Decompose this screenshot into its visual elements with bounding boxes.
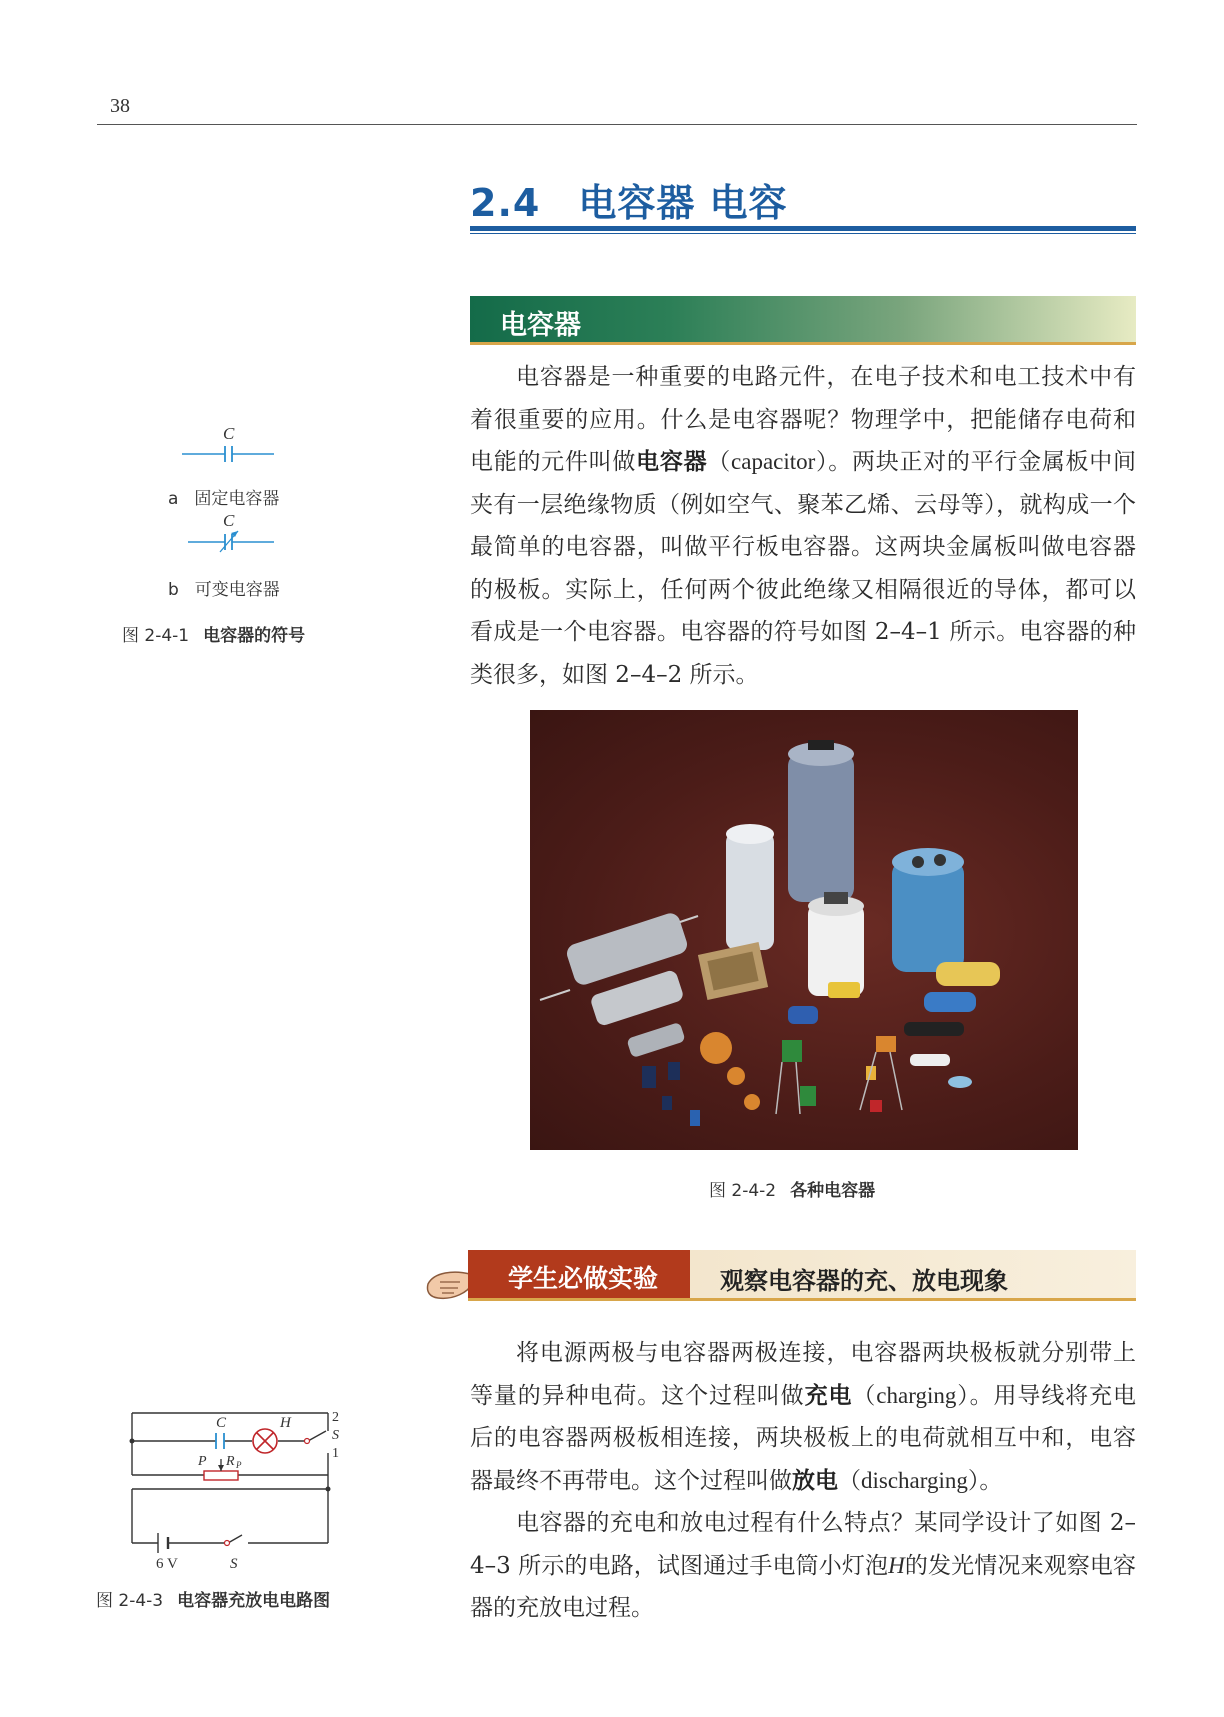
term-capacitor-en: capacitor	[731, 449, 816, 474]
circuit-label-6v: 6 V	[156, 1556, 178, 1570]
subsection-bar-underline	[470, 342, 1136, 345]
term-discharging-en: discharging	[861, 1467, 968, 1493]
experiment-bar-underline	[468, 1298, 1136, 1301]
caption-number: 图 2-4-1	[122, 626, 190, 646]
variable-h: H	[888, 1552, 905, 1578]
intro-paragraph	[470, 356, 1136, 696]
circuit-label-h: H	[280, 1415, 291, 1431]
experiment-tag: 学生必做实验	[508, 1264, 659, 1293]
label-b: b	[168, 580, 179, 600]
figure-2-4-2-caption	[709, 1176, 875, 1201]
caption-text: 电容器的符号	[203, 626, 306, 646]
caption-number: 图 2-4-3	[96, 1591, 164, 1611]
figure-2-4-3-caption	[96, 1586, 330, 1611]
variable-capacitor-symbol	[180, 512, 280, 556]
exp-text-1d: （	[838, 1467, 861, 1494]
intro-text-2: （	[707, 449, 732, 475]
exp-text-1c: ）。用导线将充电后的电容器两极板相连接，两块极板上的电荷就相互中和，电容器最终不再带电。这个过程叫做	[470, 1382, 1137, 1494]
circuit-label-r-subscript: P	[236, 1460, 242, 1470]
exp-text-2a: 电容器的充电和放电过程有什么特点？某同学设计了如图 2–4–3 所示的电路，试图通过手电筒小灯泡	[470, 1510, 1136, 1579]
capacitors-photo	[530, 710, 1078, 1150]
circuit-label-s: S	[332, 1428, 339, 1443]
term-capacitor: 电容器	[636, 449, 708, 475]
exp-text-2b: 的发光情况来观察电容器的充放电过程。	[470, 1552, 1137, 1621]
intro-text-3: ）。两块正对的平行金属板中间夹有一层绝缘物质（例如空气、聚苯乙烯、云母等），就构成一个最简单的电容器，叫做平行板电容器。这两块金属板叫做电容器的极板。实际上，任何两个彼此绝缘又相隔很近的导体，都可以看成是一个电容器。电容器的符号如图 2–4–1 所示。电容器的种类很多，如图 2–4–2 所示。	[470, 449, 1137, 688]
experiment-paragraph-1	[470, 1332, 1136, 1502]
subsection-title: 电容器	[500, 310, 581, 341]
symbol-letter-c: C	[223, 425, 235, 443]
term-charging-en: charging	[876, 1382, 957, 1408]
charge-discharge-circuit	[120, 1405, 360, 1570]
caption-number: 图 2-4-2	[709, 1181, 777, 1201]
fixed-capacitor-label	[168, 484, 279, 509]
term-charging: 充电	[804, 1382, 853, 1409]
intro-text-1: 电容器是一种重要的电路元件，在电子技术和电工技术中有着很重要的应用。什么是电容器呢？物理学中，把能储存电荷和电能的元件叫做	[470, 364, 1136, 475]
caption-text: 电容器充放电电路图	[177, 1591, 331, 1611]
exp-text-1b: （	[852, 1382, 877, 1409]
symbol-letter-c-variable: C	[223, 512, 235, 530]
header-rule	[97, 124, 1137, 125]
page-number: 38	[110, 95, 130, 117]
circuit-label-p: P	[198, 1454, 207, 1469]
label-a-text: 固定电容器	[194, 489, 280, 509]
section-title-text: 电容器 电容	[578, 181, 788, 225]
fixed-capacitor-symbol	[180, 425, 280, 465]
exp-text-1a: 将电源两极与电容器两极连接，电容器两块极板就分别带上等量的异种电荷。这个过程叫做	[470, 1340, 1136, 1409]
label-b-text: 可变电容器	[194, 580, 280, 600]
circuit-label-2: 2	[332, 1410, 339, 1425]
experiment-title: 观察电容器的充、放电现象	[720, 1267, 1008, 1295]
experiment-paragraph-2	[470, 1502, 1136, 1630]
label-a: a	[168, 489, 179, 509]
section-number: 2.4	[470, 181, 541, 225]
title-rule	[470, 226, 1136, 231]
exp-text-1e: ）。	[967, 1467, 1003, 1494]
title-rule-thin	[470, 233, 1136, 234]
circuit-label-r: R	[226, 1454, 235, 1469]
circuit-label-1: 1	[332, 1446, 339, 1461]
caption-text: 各种电容器	[790, 1181, 876, 1201]
section-title	[470, 172, 788, 227]
term-discharging: 放电	[792, 1467, 838, 1494]
figure-2-4-1-caption	[122, 621, 305, 646]
circuit-label-s-main: S	[230, 1556, 238, 1570]
circuit-label-c: C	[216, 1415, 227, 1431]
variable-capacitor-label	[168, 575, 280, 600]
